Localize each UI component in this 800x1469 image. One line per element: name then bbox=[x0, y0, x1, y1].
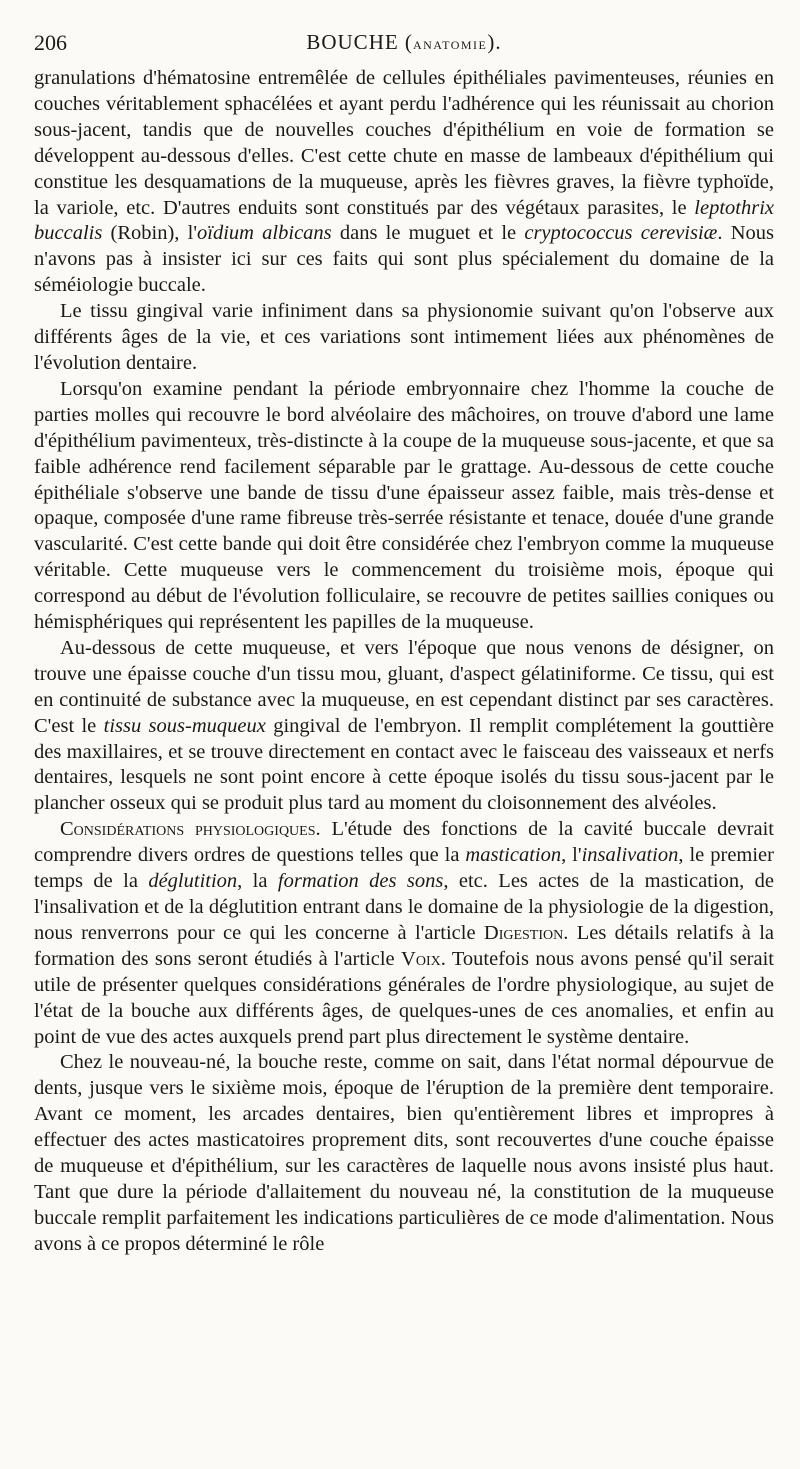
section-heading: Considérations physiologiques. bbox=[60, 818, 321, 841]
text-run: , etc. Les actes de la mastication, de l'insalivation et de la déglutition entrant dans le domaine de la physiologie de la digestion, nous renverrons pour ce qui les concerne à l'article bbox=[34, 870, 775, 944]
text-run: gingival de l'embryon. Il remplit complétement la gouttière des maxillaires, et se trouve directement en contact avec le faisceau des vaisseaux et nerfs dentaires, lesquels ne sont point encore à cette époque isolés du tissu sous-jacent par le plancher osseux qui se produit plus tard au moment du cloisonnement des alvéoles. bbox=[34, 714, 775, 815]
text-run: (Robin), l' bbox=[102, 222, 198, 245]
text-run: dans le muguet et le bbox=[331, 222, 525, 245]
italic-term: oïdium albicans bbox=[197, 222, 332, 245]
body-text bbox=[34, 66, 774, 1258]
running-title-main: BOUCHE ( bbox=[306, 30, 413, 54]
paragraph-1 bbox=[34, 66, 774, 299]
text-run: L'étude des fonctions de la cavité buccale devrait comprendre divers ordres de questions telles que la bbox=[34, 818, 774, 867]
paragraph-5 bbox=[34, 817, 774, 1050]
running-header bbox=[34, 30, 774, 60]
italic-term: formation des sons bbox=[277, 870, 444, 893]
paragraph-2: Le tissu gingival varie infiniment dans sa physionomie suivant qu'on l'observe aux différents âges de la vie, et ces variations sont intimement liées aux phénomènes de l'évolution dentaire. bbox=[34, 300, 774, 374]
italic-term: mastication bbox=[465, 844, 562, 867]
running-title-subject: anatomie bbox=[412, 34, 488, 53]
text-run: Au-dessous de cette muqueuse, et vers l'époque que nous venons de désigner, on trouve une épaisse couche d'un tissu mou, gluant, d'aspect gélatiniforme. Ce tissu, qui est en continuité de substance avec la muqueuse, en est cependant distinct par ses caractères. C'est le bbox=[34, 636, 774, 737]
paragraph-3: Lorsqu'on examine pendant la période embryonnaire chez l'homme la couche de parties molles qui recouvre le bord alvéolaire des mâchoires, on trouve d'abord une lame d'épithélium pavimenteux, très-distincte à la coupe de la muqueuse sous-jacente, et que sa faible adhérence rend facilement séparable par le grattage. Au-dessous de cette couche épithéliale s'observe une bande de tissu d'une épaisseur assez faible, mais très-dense et opaque, composée d'une rame fibreuse très-serrée résistante et tenace, douée d'une grande vascularité. C'est cette bande qui doit être considérée chez l'embryon comme la muqueuse véritable. Cette muqueuse vers le commencement du troisième mois, époque qui correspond au début de l'évolution folliculaire, se recouvre de petites saillies coniques ou hémisphériques qui représentent les papilles de la muqueuse. bbox=[34, 377, 774, 634]
cross-reference: Digestion bbox=[483, 921, 564, 944]
italic-term: déglutition bbox=[148, 870, 238, 893]
text-run: . Toutefois nous avons pensé qu'il serait utile de présenter quelques considérations générales de l'ordre physiologique, au sujet de l'état de la bouche aux différents âges, de quelques-unes de ces anomalies, et enfin au point de vue des actes auxquels prend part plus directement le système dentaire. bbox=[34, 947, 774, 1048]
text-run: , le premier temps de la bbox=[34, 844, 774, 893]
italic-term: insalivation bbox=[581, 844, 679, 867]
text-run: , la bbox=[237, 870, 278, 893]
text-run: , l' bbox=[561, 844, 582, 867]
text-run: . Nous n'avons pas à insister ici sur ces faits qui sont plus spécialement du domaine de la séméiologie buccale. bbox=[34, 222, 774, 297]
italic-term: tissu sous-muqueux bbox=[103, 714, 266, 737]
page-number: 206 bbox=[34, 30, 67, 55]
paragraph-4 bbox=[34, 636, 774, 817]
text-run: . Les détails relatifs à la formation des sons seront étudiés à l'article bbox=[34, 921, 775, 970]
cross-reference: Voix bbox=[401, 947, 441, 970]
paragraph-6: Chez le nouveau-né, la bouche reste, comme on sait, dans l'état normal dépourvue de dents, jusque vers le sixième mois, époque de l'éruption de la première dent temporaire. Avant ce moment, les arcades dentaires, bien qu'entièrement libres et impropres à effectuer des actes masticatoires proprement dits, sont recouvertes d'une couche épaisse de muqueuse et d'épithélium, sur les caractères de laquelle nous avons insisté plus haut. Tant que dure la période d'allaitement du nouveau né, la constitution de la muqueuse buccale remplit parfaitement les indications particulières de ce mode d'alimentation. Nous avons à ce propos déterminé le rôle bbox=[34, 1051, 774, 1255]
running-title bbox=[34, 30, 774, 55]
running-title-end: ). bbox=[487, 30, 502, 54]
text-run: granulations d'hématosine entremêlée de cellules épithéliales pavimenteuses, réunies en couches véritablement sphacélées et ayant perdu l'adhérence qui les réunissait au chorion sous-jacent, tandis que de nouvelles couches d'épithélium en voie de formation se développent au-dessous d'elles. C'est cette chute en masse de lambeaux d'épithélium qui constitue les desquamations de la muqueuse, après les fièvres graves, la fièvre typhoïde, la variole, etc. D'autres enduits sont constitués par des végétaux parasites, le bbox=[34, 67, 774, 219]
italic-term: leptothrix buccalis bbox=[34, 196, 774, 245]
italic-term: cryptococcus cerevisiæ bbox=[524, 222, 718, 245]
